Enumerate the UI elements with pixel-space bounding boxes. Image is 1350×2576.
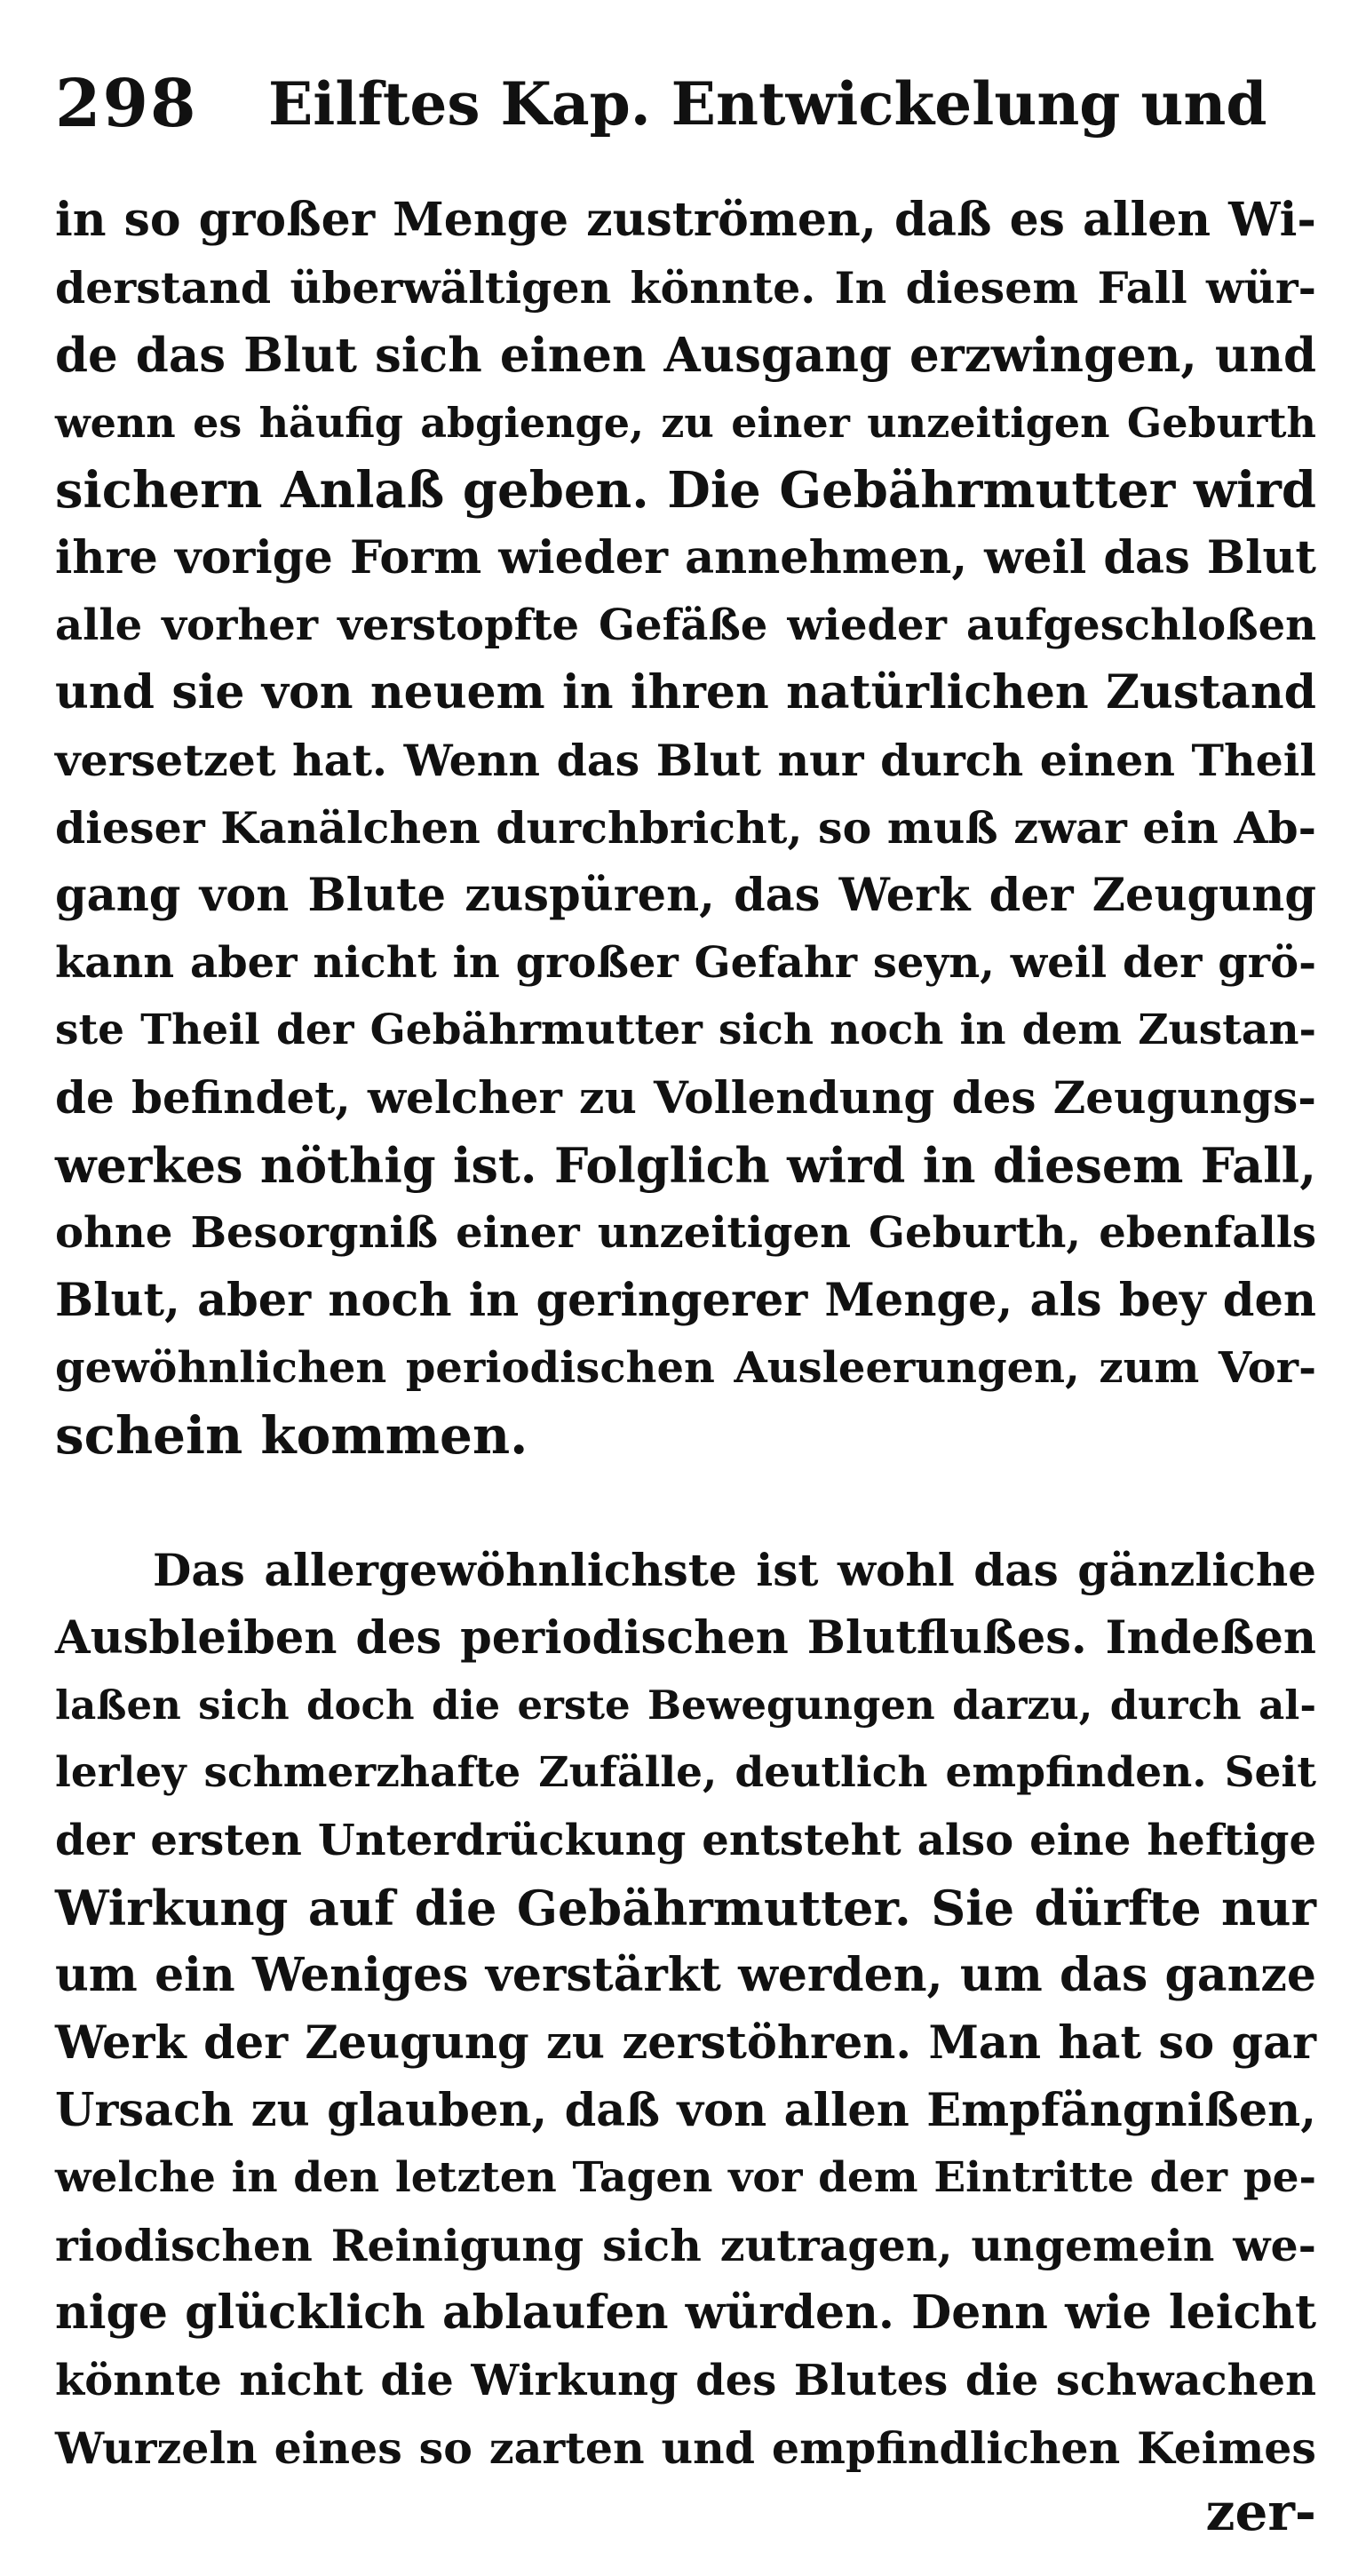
text-line: und sie von neuem in ihren natürlichen Zustand: [55, 665, 1316, 720]
text-line: sichern Anlaß geben. Die Gebährmutter wird: [55, 461, 1316, 520]
page-header: [55, 55, 1316, 153]
text-line: Wirkung auf die Gebährmutter. Sie dürfte nur: [55, 1880, 1316, 1936]
text-line: ohne Besorgniß einer unzeitigen Geburth, ebenfalls: [55, 1208, 1316, 1258]
catchword: zer-: [1205, 2482, 1316, 2542]
text-line: könnte nicht die Wirkung des Blutes die schwachen: [55, 2356, 1316, 2405]
text-line: der ersten Unterdrückung entsteht also eine heftige: [55, 1816, 1316, 1865]
text-line: Blut, aber noch in geringerer Menge, als bey den: [55, 1274, 1316, 1327]
text-line: schein kommen.: [55, 1405, 528, 1466]
text-line: welche in den letzten Tagen vor dem Eintritte der pe-: [55, 2153, 1316, 2202]
text-line: dieser Kanälchen durchbricht, so muß zwar ein Ab-: [55, 802, 1316, 854]
text-line: lerley schmerzhafte Zufälle, deutlich empfinden. Seit: [55, 1748, 1316, 1797]
text-line: um ein Weniges verstärkt werden, um das ganze: [55, 1948, 1316, 2002]
text-line: werkes nöthig ist. Folglich wird in diesem Fall,: [55, 1137, 1316, 1194]
running-head: Eilftes Kap. Entwickelung und: [268, 69, 1267, 139]
text-line: Ausbleiben des periodischen Blutflußes. Indeßen: [55, 1611, 1316, 1665]
text-line: Ursach zu glauben, daß von allen Empfängnißen,: [55, 2084, 1316, 2137]
text-line: wenn es häufig abgienge, zu einer unzeitigen Geburth: [55, 399, 1316, 447]
page-number: 298: [55, 66, 198, 142]
text-line: gewöhnlichen periodischen Ausleerungen, zum Vor-: [55, 1343, 1316, 1393]
text-line: de das Blut sich einen Ausgang erzwingen, und: [55, 328, 1316, 383]
text-line: riodischen Reinigung sich zutragen, ungemein we-: [55, 2220, 1316, 2271]
text-line: Das allergewöhnlichste ist wohl das gänzliche: [153, 1544, 1316, 1596]
text-line: kann aber nicht in großer Gefahr seyn, weil der grö-: [55, 938, 1316, 988]
text-line: gang von Blute zuspüren, das Werk der Zeugung: [55, 869, 1316, 922]
text-line: Wurzeln eines so zarten und empfindlichen Keimes: [55, 2422, 1316, 2474]
text-line: nige glücklich ablaufen würden. Denn wie leicht: [55, 2286, 1316, 2340]
text-line: ihre vorige Form wieder annehmen, weil das Blut: [55, 531, 1316, 584]
text-line: versetzet hat. Wenn das Blut nur durch einen Theil: [55, 735, 1316, 786]
paragraph-gap: [55, 1469, 1316, 1537]
text-line: in so großer Menge zuströmen, daß es allen Wi-: [55, 193, 1316, 247]
text-line: de befindet, welcher zu Vollendung des Zeugungs-: [55, 1071, 1316, 1124]
text-line: laßen sich doch die erste Bewegungen darzu, durch al-: [55, 1682, 1316, 1729]
body-text: [55, 187, 1316, 2482]
text-line: alle vorher verstopfte Gefäße wieder aufgeschloßen: [55, 600, 1316, 650]
text-line: ste Theil der Gebährmutter sich noch in dem Zustan-: [55, 1006, 1316, 1054]
text-line: derstand überwältigen könnte. In diesem Fall wür-: [55, 262, 1316, 314]
text-line: Werk der Zeugung zu zerstöhren. Man hat so gar: [55, 2016, 1316, 2070]
